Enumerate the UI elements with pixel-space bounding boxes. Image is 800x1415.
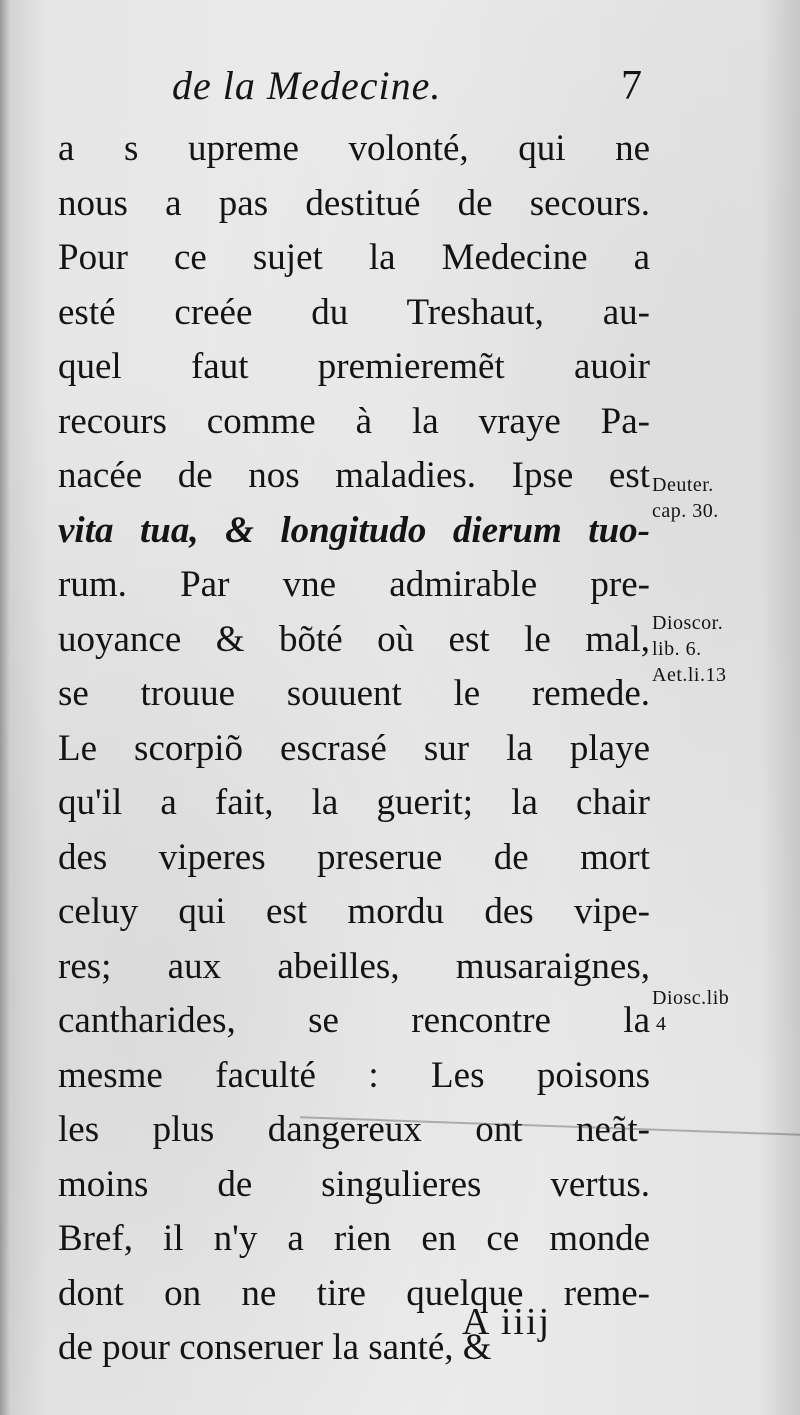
margin-note-line: cap. 30.: [652, 500, 719, 522]
text-line: dont on ne tire quelque reme-: [58, 1272, 650, 1314]
text-line: mesme faculté : Les poisons: [58, 1054, 650, 1096]
page-gutter-shadow: [0, 0, 10, 1415]
text-line: celuy qui est mordu des vipe-: [58, 891, 650, 932]
text-line: recours comme à la vraye Pa-: [58, 400, 650, 442]
text-line: nous a pas destitué de secours.: [58, 182, 650, 224]
body-text: [58, 122, 650, 1376]
text-line: res; aux abeilles, musaraignes,: [58, 945, 650, 987]
text-line: quel faut premieremẽt auoir: [58, 346, 650, 387]
text-line: a s upreme volonté, qui ne: [58, 128, 650, 169]
text-line: se trouue souuent le remede.: [58, 673, 650, 714]
text-line: uoyance & bõté où est le mal,: [58, 618, 650, 660]
text-line: cantharides, se rencontre la: [58, 1000, 650, 1041]
text-line: nacée de nos maladies. Ipse est: [58, 455, 650, 496]
page-number: 7: [621, 63, 642, 109]
text-line: rum. Par vne admirable pre-: [58, 564, 650, 605]
text-line: esté creée du Treshaut, au-: [58, 291, 650, 333]
margin-note-line: Deuter.: [652, 474, 714, 496]
text-line-latin-quote: vita tua, & longitudo dierum tuo-: [58, 509, 650, 551]
signature-mark: A iiij: [462, 1301, 552, 1343]
running-title: de la Medecine.: [172, 63, 442, 108]
margin-note-line: Diosc.lib: [652, 987, 730, 1009]
text-line: les plus dangereux ont neãt-: [58, 1109, 650, 1150]
margin-note-dioscorides: [652, 610, 792, 688]
margin-note-line: Dioscor.: [652, 612, 724, 634]
text-line: de pour conseruer la santé, &: [58, 1327, 492, 1368]
text-line: qu'il a fait, la guerit; la chair: [58, 782, 650, 823]
margin-note-line: lib. 6.: [652, 638, 702, 660]
text-line: Pour ce sujet la Medecine a: [58, 237, 650, 278]
text-line: Le scorpiõ escrasé sur la playe: [58, 727, 650, 769]
text-line: moins de singulieres vertus.: [58, 1163, 650, 1205]
text-line: des viperes preserue de mort: [58, 836, 650, 878]
margin-note-line: 4: [656, 1013, 667, 1035]
margin-note-diosc-lib: [652, 985, 792, 1037]
text-line: Bref, il n'y a rien en ce monde: [58, 1218, 650, 1259]
margin-note-line: Aet.li.13: [652, 664, 727, 686]
margin-note-deuteronomy: [652, 472, 792, 524]
page-header: [172, 62, 642, 112]
